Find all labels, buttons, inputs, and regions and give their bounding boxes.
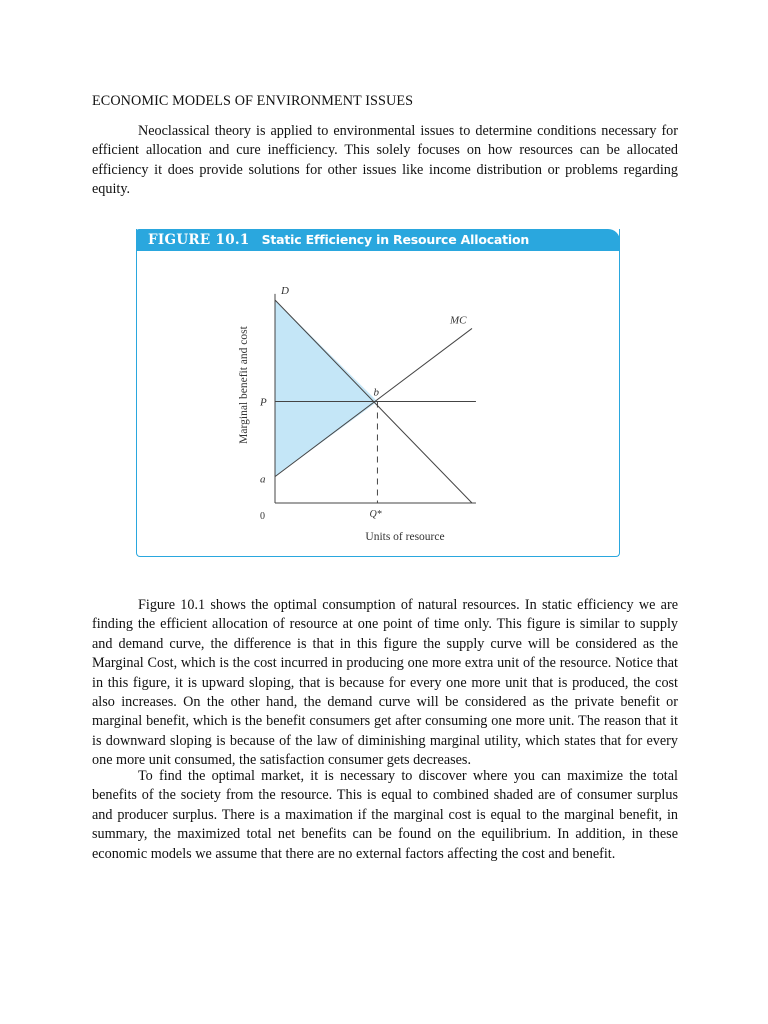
label-P: P [260, 396, 267, 409]
label-origin: 0 [260, 511, 265, 522]
paragraph-3: To find the optimal market, it is necessary to discover where you can maximize the total benefits of the society from the resource. This is equal to combined shaded are of consumer surplus and producer surplus. There is a maximation if the marginal cost is equal to the marginal benefit, in summary, the maximized total net benefits can be found on the equilibrium. In addition, in these economic models we assume that there are no external factors affecting the cost and benefit. [92, 768, 678, 862]
efficiency-chart [136, 251, 620, 551]
paragraph-2: Figure 10.1 shows the optimal consumption of natural resources. In static efficiency we are finding the efficient allocation of resource at one point of time only. This figure is similar to supply and demand curve, the difference is that in this figure the supply curve will be considered as the Marginal Cost, which is the cost incurred in producing one more extra unit of the resource. Notice that in this figure, it is upward sloping, that is because for every one more unit that is produced, the cost also increases. On the other hand, the demand curve will be considered as the private benefit or marginal benefit, which is the benefit consumers get after consuming one more unit. The reason that it is downward sloping is because of the law of diminishing marginal utility, which states that for every one more unit consumed, the satisfaction consumer gets decreases. [92, 597, 678, 769]
label-a: a [260, 473, 266, 486]
paragraph-1: Neoclassical theory is applied to environmental issues to determine conditions necessary for efficient allocation and cure inefficiency. This solely focuses on how resources can be allocated efficiency it does provide solutions for other issues like income distribution or problems regarding equity. [92, 123, 678, 198]
figure-caption [148, 231, 529, 249]
label-b: b [373, 386, 379, 399]
y-axis-label: Marginal benefit and cost [238, 326, 250, 444]
label-q-star: Q* [369, 509, 382, 520]
figure-number: FIGURE 10.1 [148, 232, 250, 248]
x-axis-label: Units of resource [365, 531, 445, 543]
section-heading: ECONOMIC MODELS OF ENVIRONMENT ISSUES [92, 93, 414, 109]
label-MC: MC [450, 314, 467, 327]
net-benefit-area [275, 300, 377, 477]
figure-title: Static Efficiency in Resource Allocation [261, 232, 530, 247]
label-D: D [281, 285, 289, 297]
